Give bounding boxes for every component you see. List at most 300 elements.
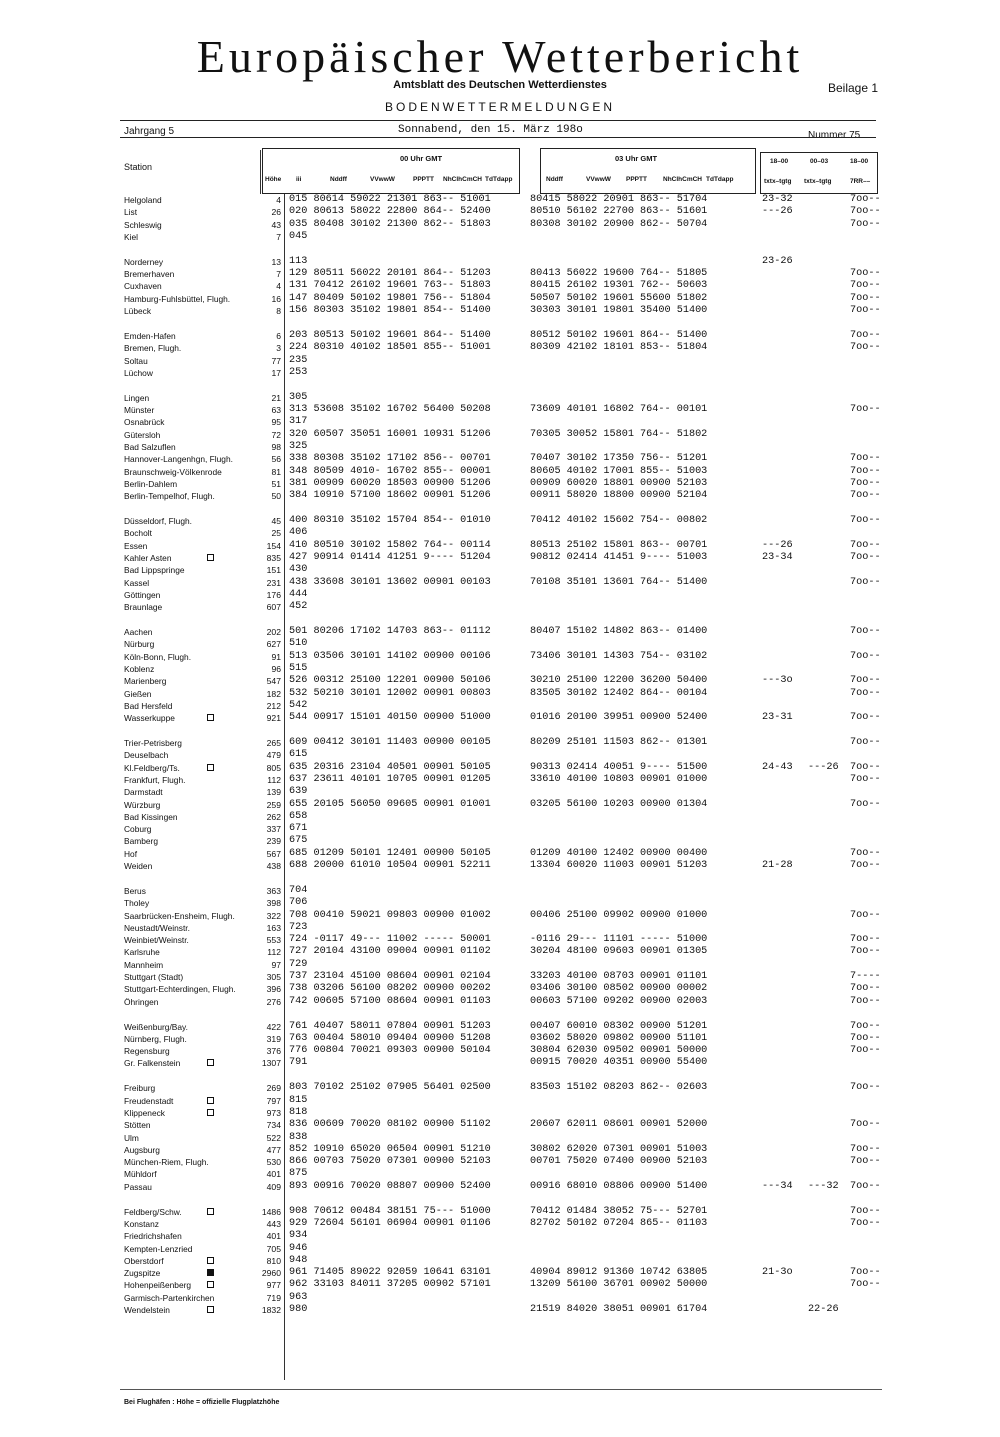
station-height: 705 <box>266 1243 281 1254</box>
obs-00-utc: 706 <box>289 897 308 909</box>
precip-group: 7oo-- <box>850 342 881 354</box>
station-row <box>0 429 1000 441</box>
station-name: Würzburg <box>124 799 161 810</box>
station-height: 91 <box>271 651 281 662</box>
obs-03-utc: 80308 30102 20900 862-- 50704 <box>530 218 708 230</box>
column-sub-1: txtx–tgtg <box>764 178 792 185</box>
temp-extreme-18-00: ---34 <box>762 1180 793 1192</box>
obs-00-utc: 510 <box>289 638 308 650</box>
obs-00-utc: 513 03506 30101 14102 00900 00106 <box>289 650 491 662</box>
station-height: 719 <box>266 1292 281 1303</box>
station-row <box>0 700 1000 712</box>
precip-group: 7oo-- <box>850 946 881 958</box>
obs-03-utc: -0116 29--- 11101 ----- 51000 <box>530 934 708 946</box>
obs-00-utc: 763 00404 58010 09404 00900 51208 <box>289 1032 491 1044</box>
station-height: 26 <box>271 207 281 218</box>
station-name: Stuttgart (Stadt) <box>124 972 184 982</box>
obs-03-utc: 30204 48100 09603 00901 01305 <box>530 946 708 958</box>
station-row <box>0 1243 1000 1255</box>
station-row <box>0 1181 1000 1193</box>
station-row <box>0 860 1000 872</box>
precip-group: 7oo-- <box>850 995 881 1007</box>
station-height: 45 <box>271 516 281 526</box>
obs-03-utc: 80407 15102 14802 863-- 01400 <box>530 626 708 637</box>
station-row <box>0 799 1000 811</box>
station-name: Gr. Falkenstein <box>124 1058 181 1069</box>
obs-03-utc: 90313 02414 40051 9---- 51500 <box>530 761 708 773</box>
station-row <box>0 330 1000 342</box>
station-height: 479 <box>266 750 281 761</box>
station-name: Stuttgart-Echterdingen, Flugh. <box>124 984 236 995</box>
station-row <box>0 416 1000 428</box>
obs-03-utc: 30210 25100 12200 36200 50400 <box>530 675 708 687</box>
obs-00-utc: 501 80206 17102 14703 863-- 01112 <box>289 626 491 637</box>
station-name: Lüchow <box>124 367 153 378</box>
station-row <box>0 971 1000 983</box>
station-name: Nürnberg, Flugh. <box>124 1033 187 1044</box>
precip-group: 7oo-- <box>850 1279 881 1291</box>
station-name: Wendelstein <box>124 1305 170 1315</box>
station-row <box>0 577 1000 589</box>
precip-group: 7oo-- <box>850 773 881 785</box>
station-name: Bocholt <box>124 528 152 539</box>
obs-03-utc: 50507 50102 19601 55600 51802 <box>530 292 708 304</box>
station-row <box>0 1144 1000 1156</box>
station-row <box>0 1279 1000 1291</box>
station-height: 262 <box>266 811 281 822</box>
obs-00-utc: 131 70412 26102 19601 763-- 51803 <box>289 280 491 292</box>
obs-03-utc: 40904 89012 91360 10742 63805 <box>530 1267 708 1279</box>
obs-00-utc: 129 80511 56022 20101 864-- 51203 <box>289 268 491 280</box>
header-box-00 <box>262 148 520 194</box>
obs-00-utc: 235 <box>289 354 308 366</box>
obs-03-utc: 70412 40102 15602 754-- 00802 <box>530 515 708 526</box>
obs-00-utc: 929 72604 56101 06904 00901 01106 <box>289 1217 491 1229</box>
obs-00-utc: 532 50210 30101 12002 00901 00803 <box>289 687 491 699</box>
station-height: 95 <box>271 417 281 428</box>
mountain-station-icon <box>207 1097 214 1104</box>
mountain-station-icon <box>207 764 214 771</box>
station-row <box>0 1082 1000 1094</box>
obs-03-utc: 03602 58020 09802 00900 51101 <box>530 1032 708 1044</box>
station-height: 231 <box>266 577 281 588</box>
obs-00-utc: 724 -0117 49--- 11002 ----- 50001 <box>289 934 491 946</box>
obs-00-utc: 313 53608 35102 16702 56400 50208 <box>289 404 491 415</box>
precip-group: 7oo-- <box>850 650 881 662</box>
station-row <box>0 1292 1000 1304</box>
obs-00-utc: 320 60507 35051 16001 10931 51206 <box>289 428 491 440</box>
obs-00-utc: 737 23104 45100 08604 00901 02104 <box>289 971 491 982</box>
obs-00-utc: 410 80510 30102 15802 764-- 00114 <box>289 539 491 551</box>
station-row <box>0 1095 1000 1107</box>
station-row <box>0 441 1000 453</box>
station-row <box>0 922 1000 934</box>
obs-00-utc: 452 <box>289 601 308 613</box>
mountain-station-icon <box>207 1257 214 1264</box>
station-height: 797 <box>266 1095 281 1106</box>
obs-03-utc: 20607 62011 08601 00901 52000 <box>530 1119 708 1131</box>
station-height: 607 <box>266 602 281 613</box>
grid-line-hoehe <box>260 150 261 194</box>
station-row <box>0 749 1000 761</box>
obs-00-utc: 776 00804 70021 09303 00900 50104 <box>289 1045 491 1057</box>
obs-03-utc: 82702 50102 07204 865-- 01103 <box>530 1217 708 1229</box>
obs-00-utc: 338 80308 35102 17102 856-- 00701 <box>289 453 491 465</box>
temp-extreme-18-00: 23-34 <box>762 551 793 563</box>
station-row <box>0 194 1000 206</box>
station-name: Weinbiet/Weinstr. <box>124 935 189 946</box>
station-name: Passau <box>124 1181 152 1192</box>
obs-00-utc: 348 80509 4010- 16702 855-- 00001 <box>289 465 491 477</box>
subtitle: Amtsblatt des Deutschen Wetterdienstes <box>393 79 607 91</box>
station-row <box>0 1156 1000 1168</box>
obs-00-utc: 761 40407 58011 07804 00901 51203 <box>289 1020 491 1032</box>
station-height: 443 <box>266 1218 281 1229</box>
station-name: Weiden <box>124 861 153 871</box>
station-row <box>0 811 1000 823</box>
station-name: Berus <box>124 885 146 896</box>
station-row <box>0 268 1000 280</box>
station-height: 530 <box>266 1157 281 1168</box>
obs-00-utc: 671 <box>289 823 308 835</box>
obs-00-utc: 866 00703 75020 07301 00900 52103 <box>289 1156 491 1168</box>
station-row <box>0 1045 1000 1057</box>
mountain-station-icon <box>207 554 214 561</box>
station-name: Coburg <box>124 824 152 835</box>
station-name: Gütersloh <box>124 429 161 440</box>
temp-extreme-18-00: 23-26 <box>762 255 793 267</box>
station-name: Stötten <box>124 1120 151 1131</box>
precip-group: 7oo-- <box>850 737 881 748</box>
column-nhclh: NhClhCmCH <box>443 176 482 183</box>
station-height: 401 <box>266 1231 281 1242</box>
precip-group: 7oo-- <box>850 1045 881 1057</box>
station-name: Norderney <box>124 256 164 267</box>
station-name: Hof <box>124 848 138 859</box>
precip-group: 7oo-- <box>850 292 881 304</box>
obs-00-utc: 791 <box>289 1057 308 1069</box>
obs-00-utc: 526 00312 25100 12201 00900 50106 <box>289 675 491 687</box>
station-height: 396 <box>266 984 281 995</box>
obs-00-utc: 738 03206 56100 08202 00900 00202 <box>289 983 491 995</box>
station-name: Bad Kissingen <box>124 811 178 822</box>
station-name: Konstanz <box>124 1218 159 1229</box>
station-row <box>0 1057 1000 1069</box>
obs-00-utc: 803 70102 25102 07905 56401 02500 <box>289 1082 491 1094</box>
station-row <box>0 910 1000 922</box>
precip-group: 7oo-- <box>850 539 881 551</box>
station-height: 182 <box>266 688 281 699</box>
station-name: Wasserkuppe <box>124 713 175 724</box>
station-height: 98 <box>271 441 281 452</box>
precip-group: 7oo-- <box>850 1156 881 1168</box>
obs-00-utc: 020 80613 58022 22800 864-- 52400 <box>289 206 491 218</box>
obs-00-utc: 980 <box>289 1304 308 1315</box>
station-height: 96 <box>271 663 281 674</box>
temp-extreme-00-03: ---32 <box>808 1180 839 1192</box>
precip-group: 7oo-- <box>850 1205 881 1217</box>
jahrgang-label: Jahrgang 5 <box>124 126 175 137</box>
station-row <box>0 206 1000 218</box>
obs-03-utc: 00909 60020 18801 00900 52103 <box>530 477 708 489</box>
station-row <box>0 712 1000 724</box>
station-height: 7 <box>276 269 281 280</box>
station-name: Bad Lippspringe <box>124 565 185 576</box>
obs-03-utc: 83503 15102 08203 862-- 02603 <box>530 1082 708 1094</box>
obs-03-utc: 70407 30102 17350 756-- 51201 <box>530 453 708 465</box>
obs-00-utc: 948 <box>289 1254 308 1266</box>
obs-03-utc: 30804 62030 09502 00901 50000 <box>530 1045 708 1057</box>
station-height: 477 <box>266 1144 281 1155</box>
temp-extreme-18-00: 24-43 <box>762 761 793 773</box>
column-tdtd-03: TdTdapp <box>706 176 734 183</box>
issue-number: Nummer 75 <box>808 130 861 141</box>
station-height: 21 <box>271 392 281 403</box>
temp-extreme-18-00: ---3o <box>762 675 793 687</box>
obs-03-utc: 00911 58020 18800 00900 52104 <box>530 490 708 502</box>
station-height: 401 <box>266 1169 281 1180</box>
obs-03-utc: 00603 57100 09202 00900 02003 <box>530 995 708 1007</box>
obs-00-utc: 704 <box>289 884 308 896</box>
station-name: Köln-Bonn, Flugh. <box>124 651 192 662</box>
station-name: Soltau <box>124 355 148 366</box>
obs-03-utc: 80413 56022 19600 764-- 51805 <box>530 268 708 280</box>
station-height: 921 <box>266 713 281 724</box>
obs-03-utc: 80605 40102 17001 855-- 51003 <box>530 465 708 477</box>
obs-03-utc: 73609 40101 16802 764-- 00101 <box>530 404 708 415</box>
precip-group: 7oo-- <box>850 1267 881 1279</box>
obs-03-utc: 70412 01484 38052 75--- 52701 <box>530 1205 708 1217</box>
station-row <box>0 934 1000 946</box>
obs-00-utc: 544 00917 15101 40150 00900 51000 <box>289 712 491 724</box>
obs-03-utc: 01016 20100 39951 00900 52400 <box>530 712 708 724</box>
obs-00-utc: 203 80513 50102 19601 864-- 51400 <box>289 329 491 341</box>
station-row <box>0 219 1000 231</box>
station-height: 409 <box>266 1181 281 1192</box>
station-name: Kempten-Lenzried <box>124 1243 193 1254</box>
precip-group: 7oo-- <box>850 909 881 921</box>
station-height: 363 <box>266 885 281 896</box>
obs-00-utc: 637 23611 40101 10705 00901 01205 <box>289 773 491 785</box>
station-name: Frankfurt, Flugh. <box>124 774 186 785</box>
obs-03-utc: 30802 62020 07301 00901 51003 <box>530 1143 708 1155</box>
station-name: Helgoland <box>124 195 162 205</box>
obs-00-utc: 406 <box>289 527 308 539</box>
mountain-station-icon <box>207 714 214 721</box>
station-height: 112 <box>267 947 281 958</box>
station-height: 398 <box>266 898 281 909</box>
obs-00-utc: 685 01209 50101 12401 00900 50105 <box>289 847 491 859</box>
station-height: 376 <box>266 1046 281 1057</box>
station-name: Zugspitze <box>124 1268 161 1279</box>
station-height: 202 <box>266 627 281 637</box>
station-row <box>0 1255 1000 1267</box>
station-row <box>0 1218 1000 1230</box>
station-row <box>0 897 1000 909</box>
precip-group: 7oo-- <box>850 1032 881 1044</box>
column-18-00-b: 18–00 <box>850 158 869 165</box>
obs-03-utc: 80513 25102 15801 863-- 00701 <box>530 539 708 551</box>
station-row <box>0 848 1000 860</box>
station-name: Kahler Asten <box>124 552 172 563</box>
station-row <box>0 1033 1000 1045</box>
station-height: 835 <box>266 552 281 563</box>
station-height: 212 <box>266 700 281 711</box>
station-height: 319 <box>266 1033 281 1044</box>
obs-00-utc: 635 20316 23104 40501 00901 50105 <box>289 761 491 773</box>
station-row <box>0 293 1000 305</box>
column-group-03: 03 Uhr GMT <box>615 154 658 163</box>
station-row <box>0 552 1000 564</box>
obs-00-utc: 147 80409 50102 19801 756-- 51804 <box>289 292 491 304</box>
column-vvwww-03: VVwwW <box>586 176 611 183</box>
station-name: Braunlage <box>124 602 163 613</box>
station-height: 97 <box>271 959 281 970</box>
station-height: 72 <box>271 429 281 440</box>
obs-03-utc: 03205 56100 10203 00900 01304 <box>530 798 708 810</box>
obs-03-utc: 33203 40100 08703 00901 01101 <box>530 971 708 982</box>
column-ppptt: PPPTT <box>413 176 434 183</box>
station-height: 163 <box>266 922 281 933</box>
obs-00-utc: 723 <box>289 921 308 933</box>
station-name: Freiburg <box>124 1083 156 1094</box>
header-rule-bottom <box>120 137 876 138</box>
column-ppptt-03: PPPTT <box>626 176 647 183</box>
column-vvwww: VVwwW <box>370 176 395 183</box>
station-height: 553 <box>266 935 281 946</box>
station-name: Kiel <box>124 231 138 242</box>
station-row <box>0 959 1000 971</box>
precip-group: 7oo-- <box>850 206 881 218</box>
footer-note: Bei Flughäfen : Höhe = offizielle Flugplatzhöhe <box>124 1399 280 1406</box>
station-height: 51 <box>271 478 281 489</box>
station-row <box>0 774 1000 786</box>
footer-rule <box>120 1389 882 1390</box>
mountain-station-filled-icon <box>207 1269 214 1276</box>
station-row <box>0 1230 1000 1242</box>
station-height: 269 <box>266 1083 281 1094</box>
obs-00-utc: 045 <box>289 230 308 242</box>
precip-group: 7oo-- <box>850 761 881 773</box>
obs-00-utc: 961 71405 89022 92059 10641 63101 <box>289 1267 491 1279</box>
station-name: Bremerhaven <box>124 269 175 280</box>
station-height: 25 <box>271 528 281 539</box>
station-height: 112 <box>267 774 281 785</box>
station-name: Bad Hersfeld <box>124 700 173 711</box>
obs-00-utc: 156 80303 35102 19801 854-- 51400 <box>289 305 491 316</box>
obs-00-utc: 963 <box>289 1291 308 1303</box>
obs-00-utc: 688 20000 61010 10504 00901 52211 <box>289 860 491 871</box>
obs-03-utc: 00701 75020 07400 00900 52103 <box>530 1156 708 1168</box>
station-height: 977 <box>266 1280 281 1291</box>
station-height: 337 <box>266 824 281 835</box>
obs-00-utc: 015 80614 59022 21301 863-- 51001 <box>289 194 491 205</box>
precip-group: 7oo-- <box>850 465 881 477</box>
station-height: 438 <box>266 861 281 871</box>
station-name: Schleswig <box>124 219 162 230</box>
station-height: 239 <box>266 836 281 847</box>
obs-00-utc: 444 <box>289 588 308 600</box>
station-name: Lübeck <box>124 306 152 316</box>
obs-00-utc: 381 00909 60020 18503 00900 51206 <box>289 477 491 489</box>
station-row <box>0 946 1000 958</box>
obs-00-utc: 639 <box>289 786 308 798</box>
precip-group: 7oo-- <box>850 675 881 687</box>
precip-group: 7oo-- <box>850 626 881 637</box>
station-name: Nürburg <box>124 639 155 650</box>
obs-03-utc: 80309 42102 18101 853-- 51804 <box>530 342 708 354</box>
obs-00-utc: 658 <box>289 810 308 822</box>
obs-03-utc: 80209 25101 11503 862-- 01301 <box>530 737 708 748</box>
obs-00-utc: 836 00609 70020 08102 00900 51102 <box>289 1119 491 1131</box>
station-height: 276 <box>266 996 281 1007</box>
obs-03-utc: 13304 60020 11003 00901 51203 <box>530 860 708 871</box>
precip-group: 7---- <box>850 971 881 982</box>
station-height: 139 <box>266 787 281 798</box>
station-row <box>0 626 1000 638</box>
temp-extreme-18-00: 23-31 <box>762 712 793 724</box>
station-name: Göttingen <box>124 589 161 600</box>
station-height: 810 <box>266 1255 281 1266</box>
obs-00-utc: 875 <box>289 1168 308 1180</box>
station-height: 1486 <box>261 1206 281 1217</box>
obs-03-utc: 83505 30102 12402 864-- 00104 <box>530 687 708 699</box>
station-row <box>0 490 1000 502</box>
precip-group: 7oo-- <box>850 305 881 316</box>
obs-03-utc: 00406 25100 09902 00900 01000 <box>530 909 708 921</box>
station-name: Neustadt/Weinstr. <box>124 922 190 933</box>
station-name: Karlsruhe <box>124 947 160 958</box>
obs-00-utc: 852 10910 65020 06504 00901 51210 <box>289 1143 491 1155</box>
obs-00-utc: 542 <box>289 699 308 711</box>
mountain-station-icon <box>207 1059 214 1066</box>
obs-03-utc: 70108 35101 13601 764-- 51400 <box>530 576 708 588</box>
obs-03-utc: 03406 30100 08502 00900 00002 <box>530 983 708 995</box>
temp-extreme-18-00: ---26 <box>762 206 793 218</box>
date-label: Sonnabend, den 15. März 198o <box>398 124 583 136</box>
station-row <box>0 823 1000 835</box>
obs-00-utc: 317 <box>289 416 308 428</box>
obs-00-utc: 815 <box>289 1094 308 1106</box>
mountain-station-icon <box>207 1306 214 1313</box>
station-name: Ulm <box>124 1132 139 1143</box>
station-row <box>0 256 1000 268</box>
station-height: 154 <box>266 540 281 551</box>
station-name: Darmstadt <box>124 787 163 798</box>
obs-03-utc: 80415 26102 19301 762-- 50603 <box>530 280 708 292</box>
column-18-00: 18–00 <box>770 158 789 165</box>
station-name: Bamberg <box>124 836 158 847</box>
station-name: Lingen <box>124 392 150 403</box>
station-row <box>0 885 1000 897</box>
station-name: Bremen, Flugh. <box>124 343 182 354</box>
precip-group: 7oo-- <box>850 576 881 588</box>
station-row <box>0 367 1000 379</box>
column-group-00: 00 Uhr GMT <box>400 154 443 163</box>
obs-03-utc: 73406 30101 14303 754-- 03102 <box>530 650 708 662</box>
station-name: Tholey <box>124 898 150 909</box>
obs-00-utc: 675 <box>289 835 308 847</box>
station-height: 265 <box>266 738 281 748</box>
station-name: Emden-Hafen <box>124 330 176 341</box>
station-row <box>0 651 1000 663</box>
station-height: 56 <box>271 454 281 465</box>
station-height: 2960 <box>261 1268 281 1279</box>
obs-00-utc: 384 10910 57100 18602 00901 51206 <box>289 490 491 502</box>
obs-03-utc: 33610 40100 10803 00901 01000 <box>530 773 708 785</box>
precip-group: 7oo-- <box>850 934 881 946</box>
station-height: 13 <box>271 256 281 267</box>
